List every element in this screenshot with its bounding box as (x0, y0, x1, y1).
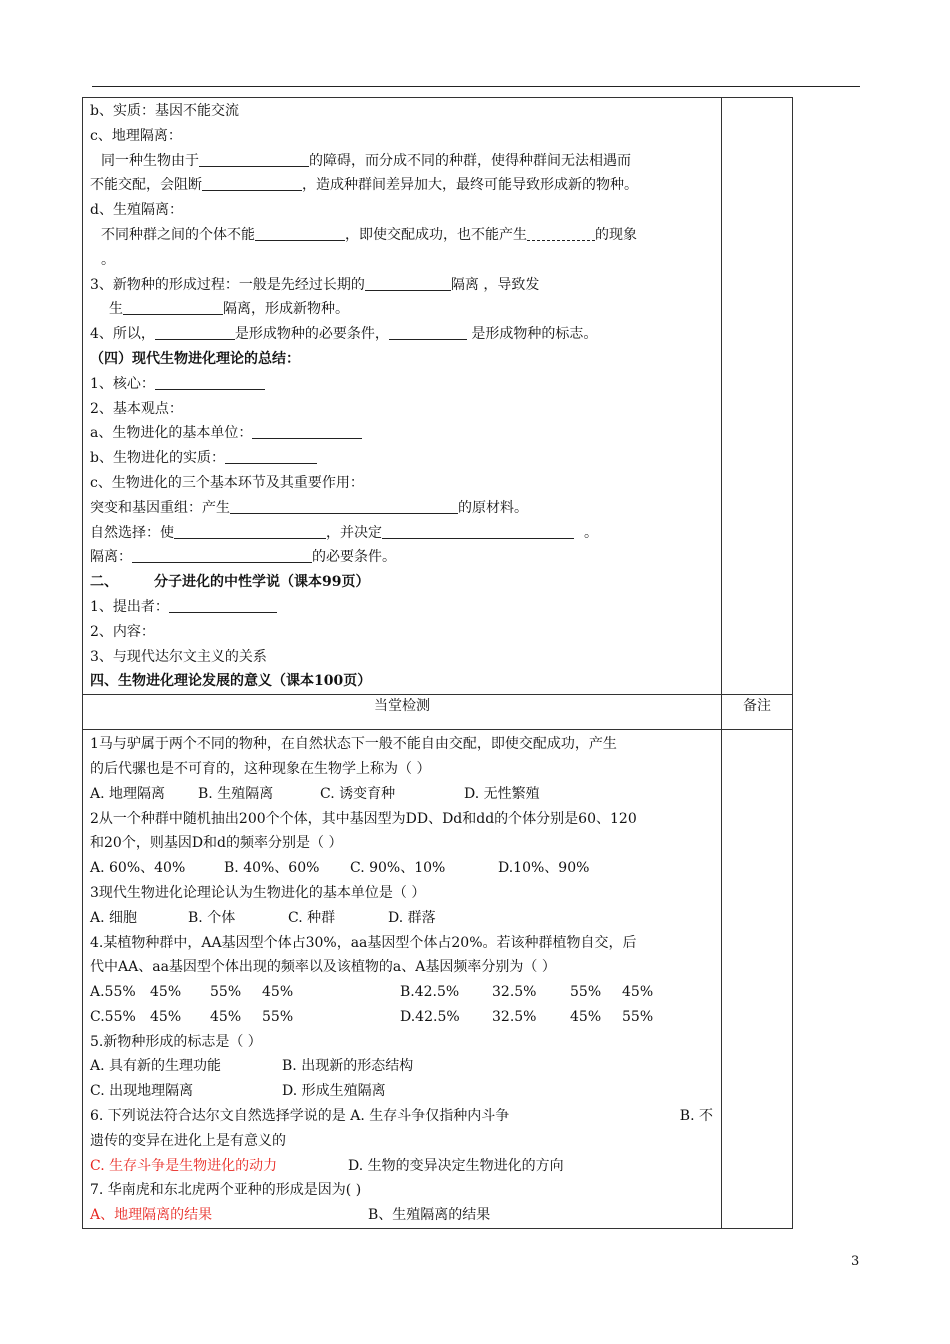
q4-value[interactable]: B.42.5% (400, 984, 460, 1001)
rep-isolation-label: d、生殖隔离： (90, 202, 183, 219)
blank[interactable] (365, 274, 451, 291)
q2-option-b[interactable]: B. 40%、60% (224, 860, 320, 877)
q6-option-d[interactable]: D. 生物的变异决定生物进化的方向 (348, 1157, 564, 1174)
geo-isolation-label: c、地理隔离： (90, 127, 182, 144)
blank[interactable] (255, 224, 345, 241)
significance-heading: 四、生物进化理论发展的意义（课本100页） (90, 673, 372, 690)
blank[interactable] (123, 298, 223, 315)
q6-line-3 (83, 1154, 721, 1179)
q2-line-1: 2从一个种群中随机抽出200个个体，其中基因型为DD、Dd和dd的个体分别是60、120 (90, 810, 637, 827)
worksheet-table (82, 97, 793, 1229)
content-row (83, 98, 793, 695)
q4-value: 45% (210, 1008, 242, 1025)
q4-value[interactable]: D.42.5% (400, 1008, 460, 1025)
q4-value: 45% (262, 984, 294, 1001)
q7-options (83, 1203, 721, 1228)
q4-value: 45% (150, 984, 182, 1001)
three-links-line: c、生物进化的三个基本环节及其重要作用： (90, 474, 364, 491)
q6-line-2: 遗传的变异在进化上是有意义的 (90, 1132, 286, 1149)
content-line: 2、内容： (90, 623, 155, 640)
q1-option-b[interactable]: B. 生殖隔离 (198, 785, 274, 802)
quiz-row (83, 730, 793, 1229)
remarks-cell (722, 730, 793, 1229)
relation-line: 3、与现代达尔文主义的关系 (90, 648, 267, 665)
blank[interactable] (252, 422, 362, 439)
q5-options-row-2 (83, 1079, 721, 1104)
q4-value[interactable]: C.55% (90, 1008, 136, 1025)
q4-value: 32.5% (492, 1008, 537, 1025)
core-line: 1、核心： (83, 372, 721, 397)
q3-option-b[interactable]: B. 个体 (188, 909, 236, 926)
geo-isolation-line-1: 同一种生物由于 的障碍，而分成不同的种群，使得种群间无法相遇而 (83, 149, 721, 174)
conditions-line: 4、所以， 是形成物种的必要条件， 是形成物种的标志。 (83, 322, 721, 347)
blank[interactable] (527, 224, 595, 241)
q7-answer[interactable]: A、地理隔离的结果 (90, 1207, 213, 1224)
blank[interactable] (230, 497, 458, 514)
essence-evo-line: b、生物进化的实质： (83, 446, 721, 471)
blank[interactable] (155, 373, 265, 390)
q4-options-row-1 (83, 980, 721, 1005)
remarks-header: 备注 (722, 695, 793, 730)
q1-line-2: 的后代骡也是不可育的，这种现象在生物学上称为（ ） (90, 760, 431, 777)
selection-line: 自然选择：使 ，并决定 。 (83, 521, 721, 546)
q3-options (83, 906, 721, 931)
essence-line: b、实质：基因不能交流 (90, 103, 239, 119)
header-rule (92, 86, 860, 87)
q4-value: 55% (622, 1008, 654, 1025)
q4-options-row-2 (83, 1005, 721, 1030)
blank[interactable] (225, 447, 317, 464)
q4-value: 55% (570, 984, 602, 1001)
mutation-line: 突变和基因重组：产生 的原材料。 (83, 496, 721, 521)
blank[interactable] (199, 150, 309, 167)
neutral-heading: 二、 分子进化的中性学说（课本99页） (90, 574, 370, 591)
rep-isolation-line-2: 。 (101, 251, 115, 268)
speciation-line-2: 生 隔离，形成新物种。 (83, 297, 721, 322)
q6-line-1: 6. 下列说法符合达尔文自然选择学说的是 A. 生存斗争仅指种内斗争 B. 不 (90, 1108, 713, 1125)
q4-value: 45% (622, 984, 654, 1001)
q4-value: 55% (262, 1008, 294, 1025)
q4-line-1: 4.某植物种群中，AA基因型个体占30%，aa基因型个体占20%。若该种群植物自交，后 (90, 934, 637, 951)
blank[interactable] (174, 522, 326, 539)
q2-option-c[interactable]: C. 90%、10% (350, 860, 446, 877)
q3-option-a[interactable]: A. 细胞 (90, 909, 138, 926)
q7-line: 7. 华南虎和东北虎两个亚种的形成是因为( ) (90, 1182, 362, 1199)
blank[interactable] (155, 323, 235, 340)
q4-value: 45% (570, 1008, 602, 1025)
q6-answer[interactable]: C. 生存斗争是生物进化的动力 (90, 1157, 278, 1174)
quiz-header: 当堂检测 (83, 695, 722, 730)
content-cell (83, 98, 722, 695)
q1-option-d[interactable]: D. 无性繁殖 (464, 785, 540, 802)
basic-unit-line: a、生物进化的基本单位： (83, 421, 721, 446)
q5-options-row-1 (83, 1054, 721, 1079)
q4-value: 45% (150, 1008, 182, 1025)
remarks-cell (722, 98, 793, 695)
q2-option-a[interactable]: A. 60%、40% (90, 860, 186, 877)
q3-line: 3现代生物进化论理论认为生物进化的基本单位是（ ） (90, 884, 426, 901)
quiz-cell (83, 730, 722, 1229)
isolation-line: 隔离： 的必要条件。 (83, 545, 721, 570)
blank[interactable] (382, 522, 574, 539)
page-number: 3 (851, 1254, 860, 1269)
rep-isolation-line-1: 不同种群之间的个体不能 ，即使交配成功，也不能产生 的现象 (83, 223, 721, 248)
geo-isolation-line-2: 不能交配，会阻断 ，造成种群间差异加大，最终可能导致形成新的物种。 (83, 173, 721, 198)
q1-option-c[interactable]: C. 诱变育种 (320, 785, 396, 802)
q4-line-2: 代中AA、aa基因型个体出现的频率以及该植物的a、A基因频率分别为（ ） (90, 959, 556, 976)
q4-value[interactable]: A.55% (90, 984, 136, 1001)
q1-option-a[interactable]: A. 地理隔离 (90, 785, 166, 802)
q4-value: 32.5% (492, 984, 537, 1001)
q2-option-d[interactable]: D.10%、90% (498, 860, 590, 877)
speciation-line-1: 3、新物种的形成过程：一般是先经过长期的 隔离 ，导致发 (83, 273, 721, 298)
q1-line-1: 1马与驴属于两个不同的物种，在自然状态下一般不能自由交配，即使交配成功，产生 (90, 736, 617, 753)
q4-value: 55% (210, 984, 242, 1001)
q5-option-c[interactable]: C. 出现地理隔离 (90, 1083, 194, 1100)
blank[interactable] (389, 323, 467, 340)
basic-views-line: 2、基本观点： (90, 400, 183, 417)
q5-option-d[interactable]: D. 形成生殖隔离 (282, 1083, 386, 1100)
proposer-line: 1、提出者： (83, 595, 721, 620)
q5-option-b[interactable]: B. 出现新的形态结构 (282, 1058, 414, 1075)
header-row (83, 695, 793, 730)
blank[interactable] (132, 546, 312, 563)
q5-option-a[interactable]: A. 具有新的生理功能 (90, 1058, 222, 1075)
summary-heading: （四）现代生物进化理论的总结： (90, 350, 300, 367)
blank[interactable] (202, 174, 302, 191)
q3-option-c[interactable]: C. 种群 (288, 909, 336, 926)
q1-options (83, 782, 721, 807)
q5-line: 5.新物种形成的标志是（ ） (90, 1033, 262, 1050)
q2-line-2: 和20个，则基因D和d的频率分别是（ ） (90, 835, 343, 852)
blank[interactable] (169, 596, 277, 613)
q3-option-d[interactable]: D. 群落 (388, 909, 436, 926)
q2-options (83, 856, 721, 881)
q7-option-b[interactable]: B、生殖隔离的结果 (368, 1207, 491, 1224)
